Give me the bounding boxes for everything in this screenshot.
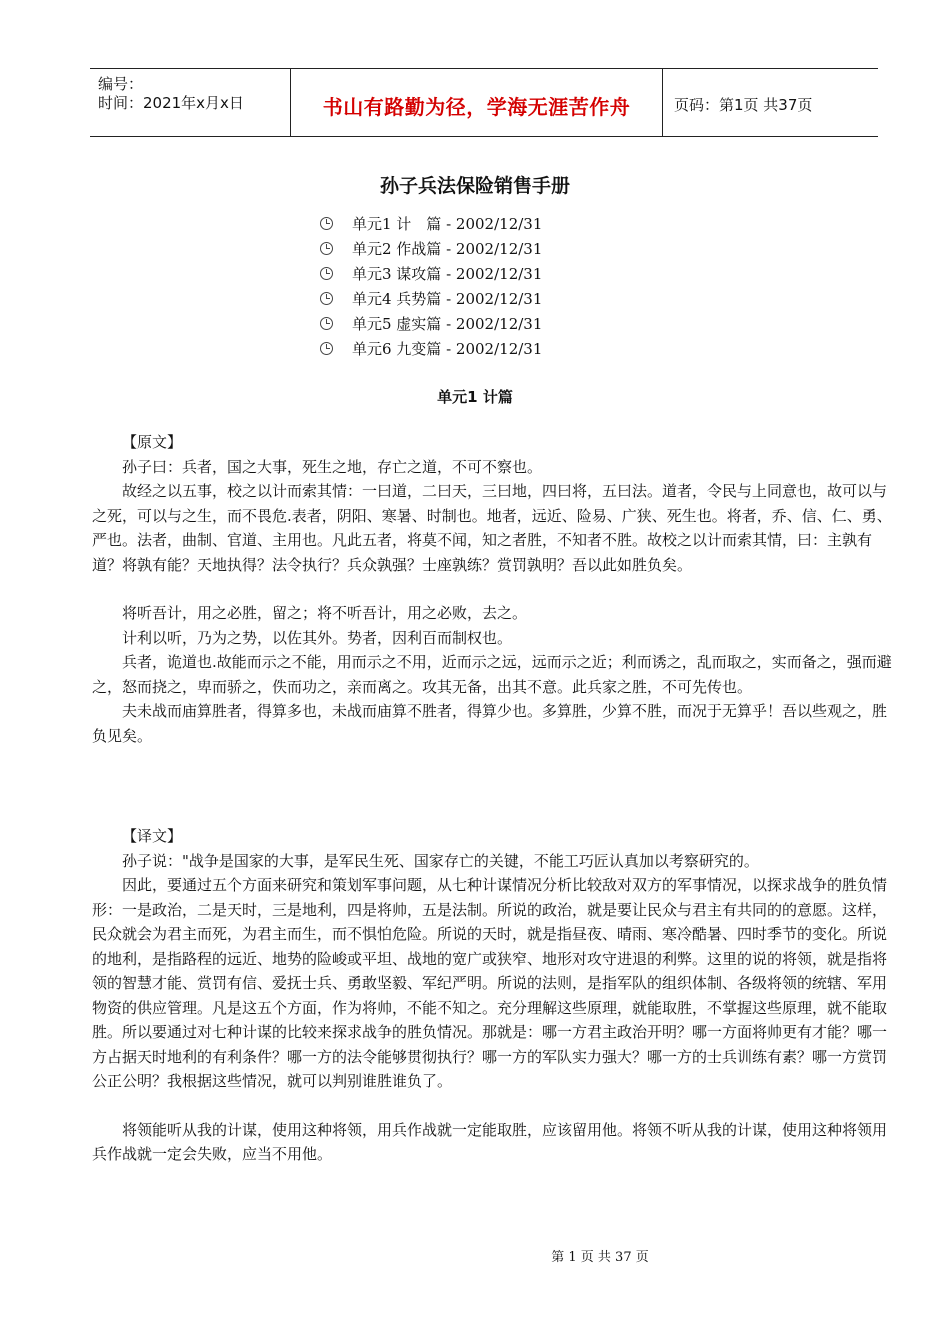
toc-item-label: 单元2 作战篇 - 2002/12/31 <box>352 240 543 258</box>
clock-icon <box>320 267 333 280</box>
header-table <box>90 68 878 137</box>
header-motto-cell <box>291 69 663 136</box>
original-heading: 【原文】 <box>122 433 183 451</box>
clock-icon <box>320 342 333 355</box>
toc-item[interactable] <box>320 264 542 289</box>
paragraph: 将听吾计，用之必胜，留之；将不听吾计，用之必败，去之。 <box>122 604 528 622</box>
translation-heading: 【译文】 <box>122 827 183 845</box>
toc-item-label: 单元6 九变篇 - 2002/12/31 <box>352 340 543 358</box>
toc-item[interactable] <box>320 239 542 264</box>
footer-page-number: 第 1 页 共 37 页 <box>551 1250 649 1265</box>
paragraph: 故经之以五事，校之以计而索其情：一曰道，二曰天，三曰地，四曰将，五曰法。道者，令民与上同意也，故可以与之死，可以与之生，而不畏危.表者，阴阳、寒暑、时制也。地者，远近、险易、广狭、死生也。将者，乔、信、仁、勇、严也。法者，曲制、官道、主用也。凡此五者，将莫不闻，知之者胜，不知者不胜。故校之以计而索其情，曰：主孰有道？将孰有能？天地执得？法令执行？兵众孰强？士座孰练？赏罚孰明？吾以此如胜负矣。 <box>92 482 892 574</box>
paragraph: 因此，要通过五个方面来研究和策划军事问题，从七种计谋情况分析比较敌对双方的军事情况，以探求战争的胜负情形：一是政治，二是天时，三是地利，四是将帅，五是法制。所说的政治，就是要让民众与君主有共同的的意愿。这样，民众就会为君主而死，为君主而生，而不惧怕危险。所说的天时，就是指昼夜、晴雨、寒冷酷暑、四时季节的变化。所说的地利，是指路程的远近、地势的险峻或平坦、战地的宽广或狭窄、地形对攻守进退的利弊。这里的说的将领，就是指将领的智慧才能、赏罚有信、爱抚士兵、勇敢坚毅、军纪严明。所说的法则，是指军队的组织体制、各级将领的统辖、军用物资的供应管理。凡是这五个方面，作为将帅，不能不知之。充分理解这些原理，就能取胜，不掌握这些原理，就不能取胜。所以要通过对七种计谋的比较来探求战争的胜负情况。那就是：哪一方君主政治开明？哪一方面将帅更有才能？哪一方占据天时地利的有利条件？哪一方的法令能够贯彻执行？哪一方的军队实力强大？哪一方的士兵训练有素？哪一方赏罚公正公明？我根据这些情况，就可以判别谁胜谁负了。 <box>92 876 888 1090</box>
paragraph: 计利以听，乃为之势，以佐其外。势者，因利百而制权也。 <box>122 628 513 647</box>
serial-label: 编号： <box>98 75 144 93</box>
toc-item[interactable] <box>320 289 542 314</box>
motto: 书山有路勤为径，学海无涯苦作舟 <box>322 95 631 119</box>
time-label: 时间：2021年x月x日 <box>98 94 244 112</box>
page-info: 页码：第1页 共37页 <box>674 96 813 114</box>
spacer <box>92 1094 892 1118</box>
toc-item-label: 单元3 谋攻篇 - 2002/12/31 <box>352 265 543 283</box>
clock-icon <box>320 242 333 255</box>
section-title: 单元1 计篇 <box>437 388 513 406</box>
clock-icon <box>320 317 333 330</box>
toc-item[interactable] <box>320 339 542 364</box>
paragraph: 孙子说："战争是国家的大事，是军民生死、国家存亡的关键，不能工巧匠认真加以考察研究的。 <box>122 851 759 870</box>
toc-item-label: 单元1 计 篇 - 2002/12/31 <box>352 215 543 233</box>
toc-item[interactable] <box>320 214 542 239</box>
toc-item[interactable] <box>320 314 542 339</box>
clock-icon <box>320 292 333 305</box>
header-info-cell <box>90 69 291 136</box>
header-page-cell <box>664 69 878 136</box>
original-text-block <box>92 430 892 748</box>
paragraph: 将领能听从我的计谋，使用这种将领，用兵作战就一定能取胜，应该留用他。将领不听从我的计谋，使用这种将领用兵作战就一定会失败，应当不用他。 <box>92 1120 888 1163</box>
paragraph: 兵者，诡道也.故能而示之不能，用而示之不用，近而示之远，远而示之近；利而诱之，乱而取之，实而备之，强而避之，怒而挠之，卑而骄之，佚而功之，亲而离之。攻其无备，出其不意。此兵家之胜，不可先传也。 <box>92 653 892 696</box>
table-of-contents <box>320 214 542 364</box>
clock-icon <box>320 217 333 230</box>
paragraph: 夫未战而庙算胜者，得算多也，未战而庙算不胜者，得算少也。多算胜，少算不胜，而况于无算乎！吾以些观之，胜负见矣。 <box>92 702 888 745</box>
toc-item-label: 单元5 虚实篇 - 2002/12/31 <box>352 315 543 333</box>
paragraph: 孙子曰：兵者，国之大事，死生之地，存亡之道，不可不察也。 <box>122 457 543 476</box>
translation-text-block <box>92 824 892 1167</box>
spacer <box>92 577 892 601</box>
toc-item-label: 单元4 兵势篇 - 2002/12/31 <box>352 290 543 308</box>
document-title: 孙子兵法保险销售手册 <box>379 175 570 197</box>
page-footer <box>0 1246 950 1265</box>
